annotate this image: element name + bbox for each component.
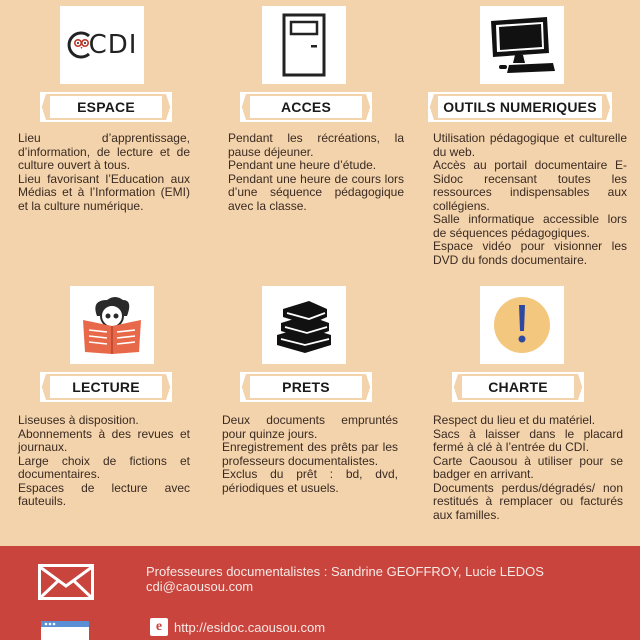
espace-text — [18, 132, 190, 213]
outils-line: Espace vidéo pour visionner les DVD du fonds documentaire. — [433, 239, 627, 267]
lecture-line: Espaces de lecture avec fauteuils. — [18, 480, 190, 508]
outils-line: Utilisation pédagogique et culturelle du web. — [433, 131, 627, 159]
outils-title: OUTILS NUMERIQUES — [438, 96, 602, 118]
charte-line: Respect du lieu et du matériel. — [433, 413, 596, 427]
charte-line: Carte Caousou à utiliser pour se badger en arrivant. — [433, 453, 623, 481]
lecture-title-ribbon — [40, 372, 172, 402]
lecture-text — [18, 414, 190, 509]
espace-line: Lieu d’apprentissage, d’information, de lecture et de culture ouvert à tous. — [18, 131, 190, 172]
prets-line: Deux documents empruntés pour quinze jours. — [222, 413, 398, 441]
lecture-line: Large choix de fictions et documentaires. — [18, 453, 190, 481]
books-stack-icon — [269, 295, 339, 355]
espace-line: Lieu favorisant l’Education aux Médias et à l’Information (EMI) et la culture numérique. — [18, 171, 190, 213]
cdi-logo-text: CDI — [88, 30, 138, 60]
outils-line: Accès au portail documentaire E-Sidoc recensant toutes les ressources indispensables aux collégiens. — [433, 158, 627, 213]
prets-text — [222, 414, 398, 495]
esidoc-logo-icon: e — [150, 618, 168, 636]
acces-line: Pendant les récréations, la pause déjeuner. — [228, 131, 404, 159]
outils-title-ribbon — [428, 92, 612, 122]
prets-line: Enregistrement des prêts par les professeurs documentalistes. — [222, 440, 398, 468]
espace-title: ESPACE — [50, 96, 162, 118]
lecture-icon-tile — [70, 286, 154, 364]
charte-title: CHARTE — [462, 376, 574, 398]
prets-line: Exclus du prêt : bd, dvd, périodiques et usuels. — [222, 467, 398, 495]
charte-text — [433, 414, 623, 522]
browser-window-icon — [40, 620, 90, 640]
acces-icon-tile — [262, 6, 346, 84]
acces-title-ribbon — [240, 92, 372, 122]
footer-contact — [146, 564, 544, 594]
computer-icon — [487, 13, 557, 77]
acces-text — [228, 132, 404, 213]
outils-text — [433, 132, 627, 267]
espace-icon-tile — [60, 6, 144, 84]
charte-title-ribbon — [452, 372, 584, 402]
lecture-line: Liseuses à disposition. — [18, 413, 139, 427]
charte-icon-tile — [480, 286, 564, 364]
envelope-icon — [38, 564, 94, 600]
prets-title: PRETS — [250, 376, 362, 398]
lecture-line: Abonnements à des revues et journaux. — [18, 426, 190, 454]
prets-title-ribbon — [240, 372, 372, 402]
acces-line: Pendant une heure d’étude. — [228, 158, 377, 172]
acces-title: ACCES — [250, 96, 362, 118]
contact-line: Professeures documentalistes : Sandrine GEOFFROY, Lucie LEDOS — [146, 564, 544, 579]
espace-title-ribbon — [40, 92, 172, 122]
outils-line: Salle informatique accessible lors de séquences pédagogiques. — [433, 212, 627, 240]
lecture-title: LECTURE — [50, 376, 162, 398]
reader-icon — [77, 294, 147, 356]
acces-line: Pendant une heure de cours lors d’une séquence pédagogique avec la classe. — [228, 171, 404, 213]
exclamation-icon — [490, 293, 554, 357]
footer — [0, 546, 640, 640]
charte-line: Sacs à laisser dans le placard fermé à clé à l’entrée du CDI. — [433, 426, 623, 454]
charte-line: Documents perdus/dégradés/ non restitués à remplacer ou facturés aux familles. — [433, 480, 623, 522]
door-icon — [281, 13, 327, 77]
email-link[interactable]: cdi@caousou.com — [146, 579, 254, 594]
esidoc-link[interactable]: http://esidoc.caousou.com — [174, 620, 326, 635]
prets-icon-tile — [262, 286, 346, 364]
cdi-logo-icon — [67, 30, 138, 60]
outils-icon-tile — [480, 6, 564, 84]
